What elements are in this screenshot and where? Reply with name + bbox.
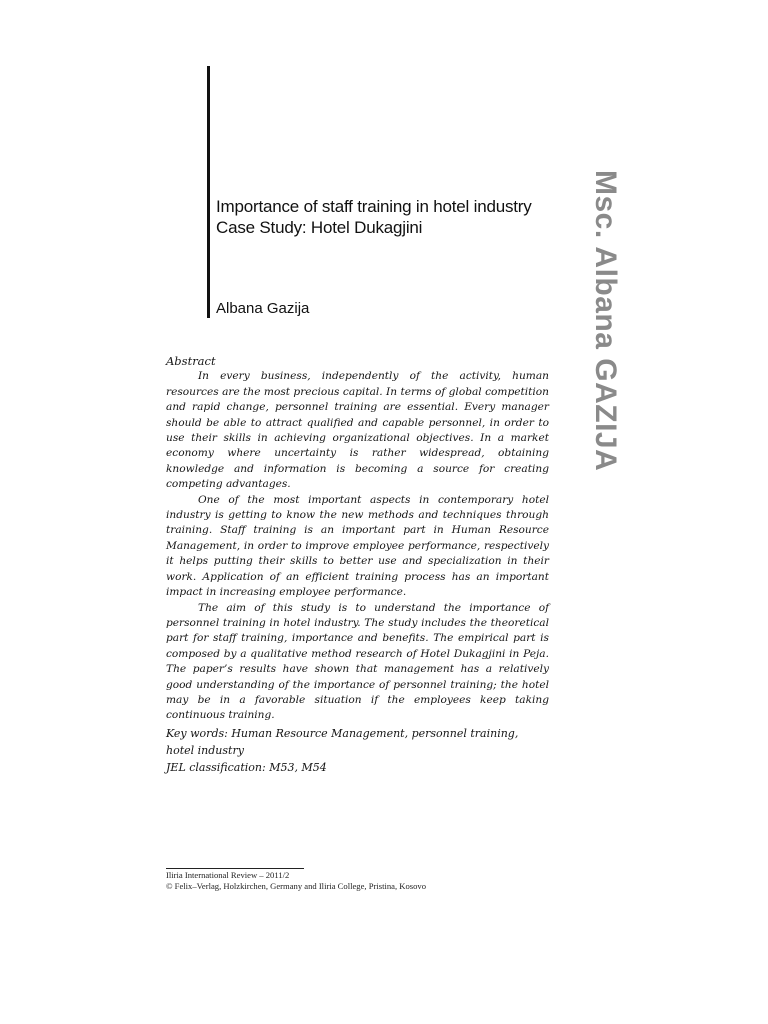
footnote-rule: [166, 868, 304, 869]
footnote-copyright: © Felix–Verlag, Holzkirchen, Germany and Iliria College, Pristina, Kosovo: [166, 881, 426, 891]
footnote-journal: Iliria International Review – 2011/2: [166, 870, 290, 880]
jel-classification: JEL classification: M53, M54: [166, 761, 327, 774]
abstract-paragraph-2: One of the most important aspects in contemporary hotel industry is getting to know the new methods and techniques through training. Staff training is an important part in Human Resource Management, in order to improve employee performance, respectively it helps putting their skills to better use and specialization in their work. Application of an efficient training process has an important impact in increasing employee performance.: [166, 493, 549, 599]
vertical-rule: [207, 66, 210, 318]
footnote: [166, 870, 586, 892]
side-author-name: Msc. Albana GAZIJA: [589, 170, 622, 472]
abstract-paragraph-1: In every business, independently of the activity, human resources are the most precious capital. In terms of global competition and rapid change, personnel training are essential. Every manager should be able to attract qualified and capable personnel, in order to use their skills in achieving organizational objectives. In a market economy where uncertainty is rather widespread, obtaining knowledge and information is becoming a source for creating competing advantages.: [166, 370, 549, 491]
abstract-heading: Abstract: [166, 354, 216, 368]
abstract-paragraph-3: The aim of this study is to understand the importance of personnel training in hotel industry. The study includes the theoretical part for staff training, importance and benefits. The empirical part is composed by a qualitative method research of Hotel Dukagjini in Peja. The paper’s results have shown that management has a relatively good understanding of the importance of personnel training; the hotel may be in a favorable situation if the employees keep taking continuous training.: [166, 601, 549, 722]
author-name: Albana Gazija: [216, 300, 310, 317]
abstract-section: [166, 354, 549, 724]
key-words: Key words: Human Resource Management, personnel training, hotel industry: [166, 727, 519, 757]
keywords-section: [166, 725, 549, 776]
title-line-1: Importance of staff training in hotel industry: [216, 197, 532, 216]
title-line-2: Case Study: Hotel Dukagjini: [216, 218, 423, 237]
paper-title: [216, 196, 576, 238]
